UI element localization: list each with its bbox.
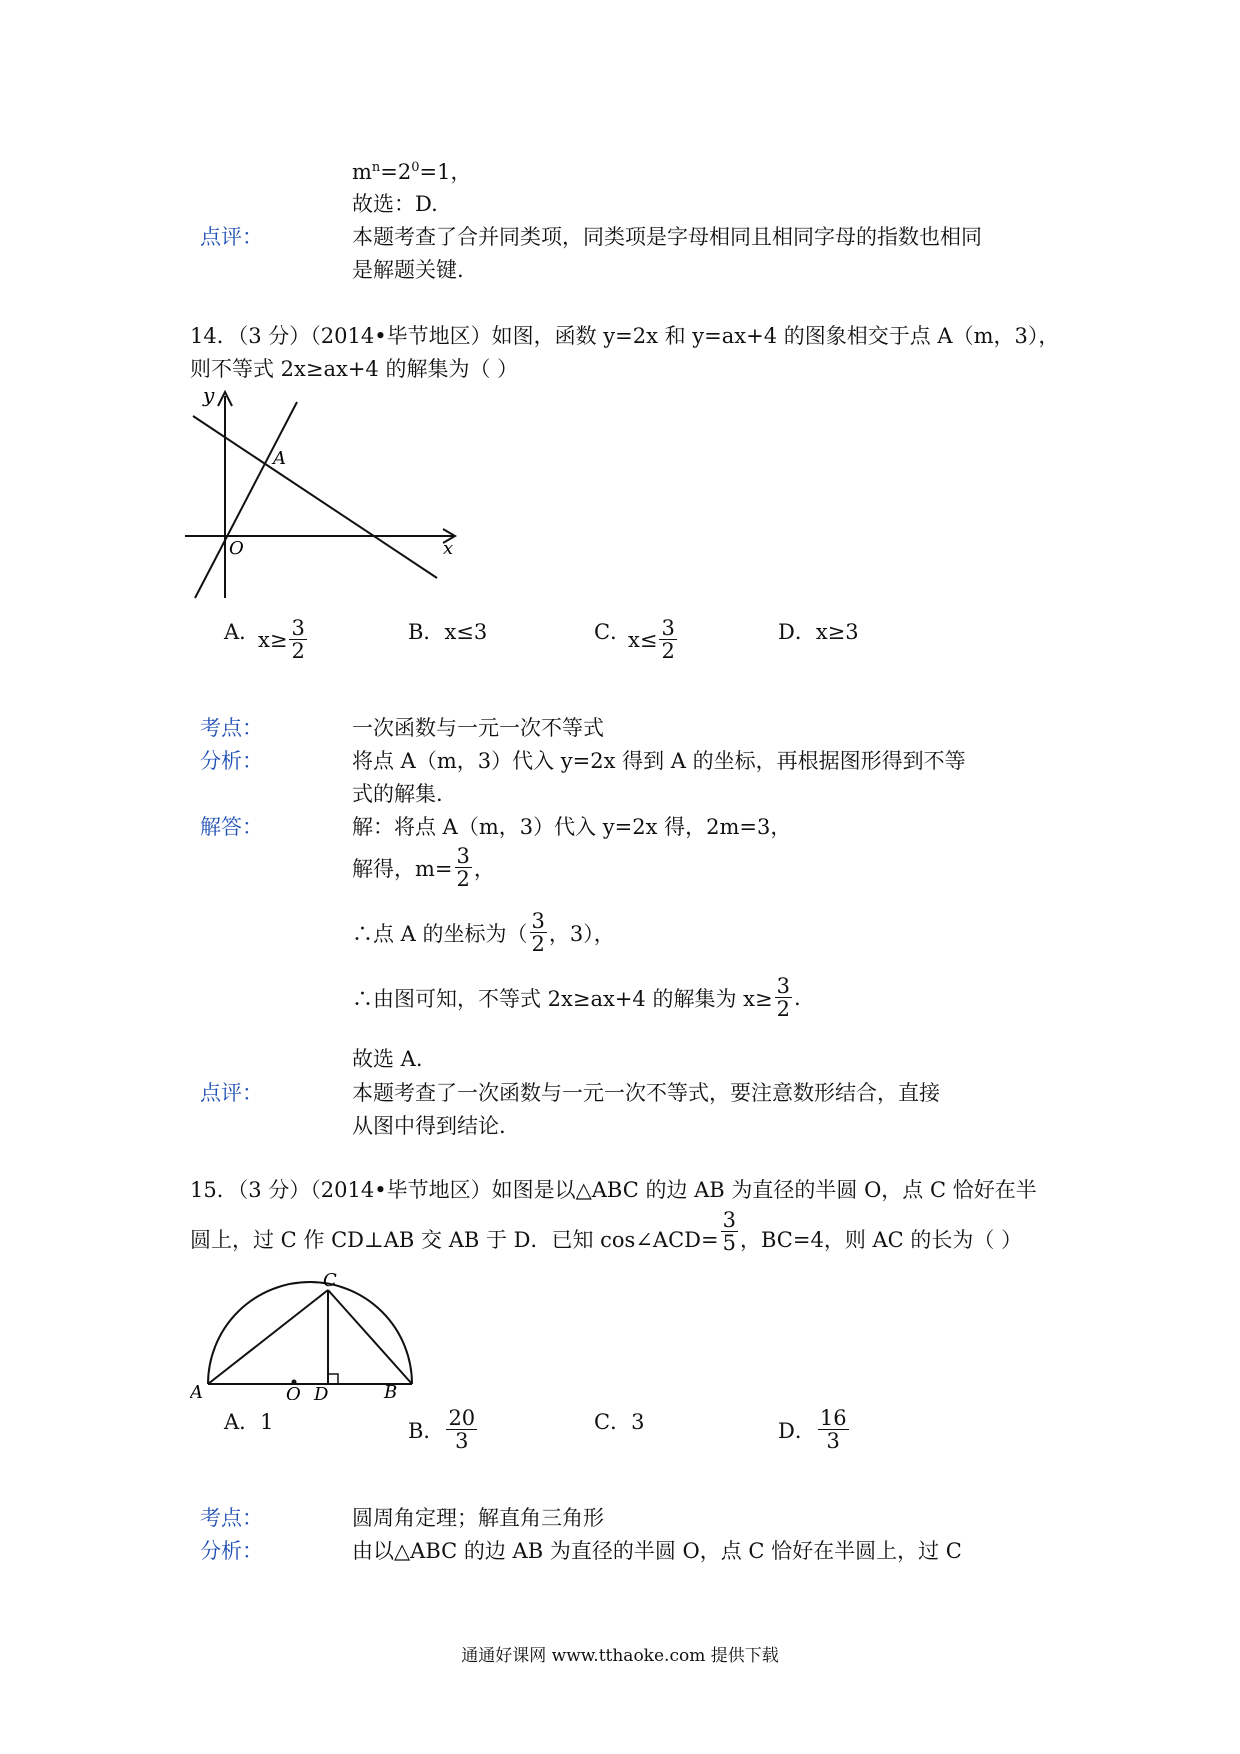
label-d: D bbox=[314, 1384, 329, 1400]
q15-option-d: D． $\frac{16}{3}$ bbox=[778, 1406, 847, 1453]
q15-option-b: B． $\frac{20}{3}$ bbox=[408, 1406, 476, 1453]
q15-kaodian: 圆周角定理；解直角三角形 bbox=[352, 1506, 604, 1530]
frac: $\frac{3}{5}$ bbox=[722, 1208, 736, 1255]
top-line1: $m^n=2^0=1$， bbox=[352, 160, 472, 184]
q15-fenxi-line1: 由以△ABC 的边 AB 为直径的半圆 O，点 C 恰好在半圆上，过 C bbox=[352, 1539, 962, 1563]
q15-option-c: C．3 bbox=[594, 1410, 645, 1434]
right-angle-mark bbox=[328, 1374, 338, 1384]
q14-fenxi-label: 分析： bbox=[200, 749, 263, 773]
q14-kaodian-label: 考点： bbox=[200, 716, 263, 740]
origin-label: O bbox=[229, 538, 244, 559]
review-label: 点评： bbox=[200, 225, 263, 249]
q14-dianping-label: 点评： bbox=[200, 1081, 263, 1105]
q15-fenxi-label: 分析： bbox=[200, 1539, 263, 1563]
q14-line1: 14．（3 分）（2014•毕节地区）如图，函数 y=2x 和 y=ax+4 的图象相交于点 A（m，3）， bbox=[190, 324, 1060, 348]
label-b: B bbox=[384, 1382, 398, 1400]
q15-line1: 15．（3 分）（2014•毕节地区）如图是以△ABC 的边 AB 为直径的半圆 O，点 C 恰好在半 bbox=[190, 1178, 1037, 1202]
y-label: y bbox=[203, 383, 215, 407]
q14-jieda-line3: ∴点 A 的坐标为（ $\frac{3}{2}$ ，3）， bbox=[352, 909, 615, 956]
x-label: x bbox=[443, 538, 454, 559]
review-line2: 是解题关键. bbox=[352, 258, 464, 282]
q15-line2: 圆上，过 C 作 CD⊥AB 交 AB 于 D．已知 cos∠ACD= $\frac{3}{5}$ ，BC=4，则 AC 的长为（ ） bbox=[190, 1208, 1023, 1255]
q14-jieda-line5: 故选 A. bbox=[352, 1047, 423, 1071]
top-line2: 故选：D. bbox=[352, 192, 438, 216]
line-y-2x bbox=[195, 402, 297, 598]
label-c: C bbox=[323, 1270, 337, 1291]
q14-option-d: D．x≥3 bbox=[778, 620, 859, 644]
point-a-label: A bbox=[273, 448, 286, 469]
frac: $\frac{3}{2}$ bbox=[456, 844, 470, 891]
q14-option-a: A． bbox=[224, 620, 261, 644]
frac: $\frac{3}{2}$ bbox=[291, 616, 305, 663]
q14-graph bbox=[185, 382, 465, 602]
q14-line2: 则不等式 2x≥ax+4 的解集为（ ） bbox=[190, 357, 519, 381]
frac: $\frac{20}{3}$ bbox=[448, 1406, 476, 1453]
q14-option-c-value: x≤ $\frac{3}{2}$ bbox=[628, 616, 675, 663]
q14-jieda-line1: 解：将点 A（m，3）代入 y=2x 得，2m=3， bbox=[352, 815, 792, 839]
frac: $\frac{16}{3}$ bbox=[819, 1406, 847, 1453]
q14-jieda-line4: ∴由图可知，不等式 2x≥ax+4 的解集为 x≥ $\frac{3}{2}$ . bbox=[352, 974, 801, 1021]
segment-bc bbox=[328, 1290, 412, 1384]
frac: $\frac{3}{2}$ bbox=[661, 616, 675, 663]
frac: $\frac{3}{2}$ bbox=[776, 974, 790, 1021]
q14-dianping-line1: 本题考查了一次函数与一元一次不等式，要注意数形结合，直接 bbox=[352, 1081, 940, 1105]
q14-kaodian: 一次函数与一元一次不等式 bbox=[352, 716, 604, 740]
q14-option-c: C． bbox=[594, 620, 632, 644]
q14-dianping-line2: 从图中得到结论. bbox=[352, 1114, 506, 1138]
q14-option-b: B．x≤3 bbox=[408, 620, 488, 644]
q14-option-a-value: x≥ $\frac{3}{2}$ bbox=[258, 616, 305, 663]
q14-jieda-label: 解答： bbox=[200, 815, 263, 839]
q14-fenxi-line2: 式的解集. bbox=[352, 782, 443, 806]
q14-jieda-line2: 解得，m= $\frac{3}{2}$ ， bbox=[352, 844, 495, 891]
label-a: A bbox=[190, 1382, 203, 1400]
q15-kaodian-label: 考点： bbox=[200, 1506, 263, 1530]
q15-option-a: A．1 bbox=[224, 1410, 274, 1434]
label-o: O bbox=[286, 1384, 301, 1400]
semicircle bbox=[208, 1282, 412, 1384]
q15-figure bbox=[190, 1270, 415, 1400]
q14-fenxi-line1: 将点 A（m，3）代入 y=2x 得到 A 的坐标，再根据图形得到不等 bbox=[352, 749, 966, 773]
page-footer: 通通好课网 www.tthaoke.com 提供下载 bbox=[461, 1646, 779, 1666]
frac: $\frac{3}{2}$ bbox=[531, 909, 545, 956]
review-line1: 本题考查了合并同类项，同类项是字母相同且相同字母的指数也相同 bbox=[352, 225, 982, 249]
segment-ac bbox=[208, 1290, 328, 1384]
